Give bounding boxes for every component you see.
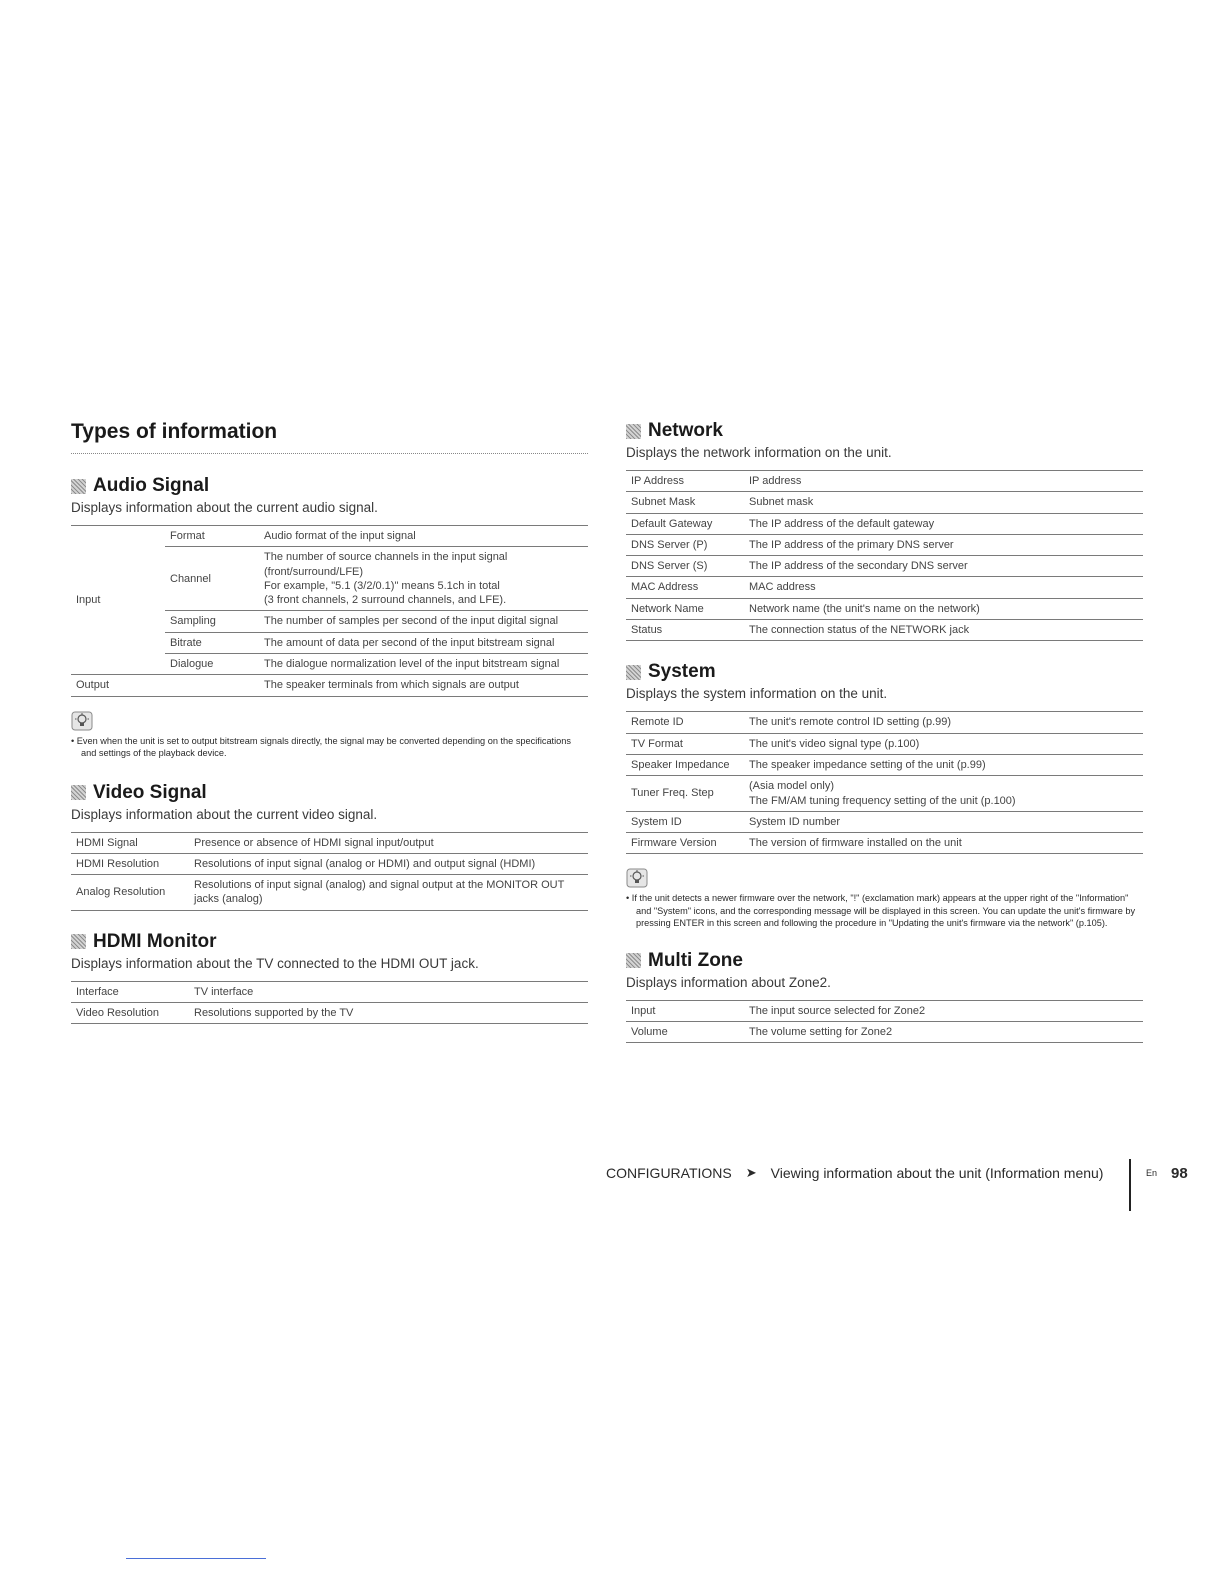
network-heading <box>626 420 1143 442</box>
section-marker-icon <box>626 665 641 680</box>
audio-row-value: The dialogue normalization level of the input bitstream signal <box>259 654 588 675</box>
row-value: Resolutions of input signal (analog) and signal output at the MONITOR OUT jacks (analog) <box>189 875 588 911</box>
row-value: The speaker impedance setting of the unit (p.99) <box>744 754 1143 775</box>
system-desc: Displays the system information on the unit. <box>626 686 888 702</box>
row-value: Resolutions of input signal (analog or HDMI) and output signal (HDMI) <box>189 853 588 874</box>
table-row <box>626 556 1143 577</box>
value-line: (3 front channels, 2 surround channels, and LFE). <box>264 594 507 607</box>
footer-divider <box>1129 1159 1131 1211</box>
row-label: DNS Server (P) <box>626 534 744 555</box>
row-label: Default Gateway <box>626 513 744 534</box>
multi-zone-table <box>626 1000 1143 1044</box>
hdmi-monitor-desc: Displays information about the TV connected to the HDMI OUT jack. <box>71 955 479 971</box>
row-value: TV interface <box>189 981 588 1002</box>
row-value: The connection status of the NETWORK jack <box>744 620 1143 641</box>
row-label: Input <box>626 1000 744 1021</box>
row-label: HDMI Signal <box>71 832 189 853</box>
audio-row-label: Format <box>165 526 259 547</box>
multi-zone-heading <box>626 950 1143 972</box>
table-row <box>626 833 1143 854</box>
video-signal-desc: Displays information about the current video signal. <box>71 806 378 822</box>
row-label: Network Name <box>626 598 744 619</box>
audio-input-label: Input <box>71 526 165 675</box>
link-underline <box>126 1558 266 1559</box>
language-label: En <box>1146 1168 1158 1178</box>
audio-output-label: Output <box>71 675 259 696</box>
table-row <box>71 981 588 1002</box>
table-row <box>626 811 1143 832</box>
table-row <box>626 471 1143 492</box>
audio-row-label: Channel <box>165 547 259 611</box>
row-label: Remote ID <box>626 712 744 733</box>
video-signal-heading <box>71 782 588 804</box>
section-marker-icon <box>626 953 641 968</box>
value-line: For example, "5.1 (3/2/0.1)" means 5.1ch in total <box>264 579 500 592</box>
table-row <box>626 754 1143 775</box>
row-value: IP address <box>744 471 1143 492</box>
row-value: The IP address of the default gateway <box>744 513 1143 534</box>
video-signal-section <box>71 782 588 911</box>
value-line: The number of source channels in the input signal <box>264 551 508 564</box>
audio-signal-heading <box>71 475 588 497</box>
row-value <box>744 776 1143 812</box>
row-value: The volume setting for Zone2 <box>744 1022 1143 1043</box>
row-value: The input source selected for Zone2 <box>744 1000 1143 1021</box>
system-title: System <box>648 661 716 683</box>
row-value: Resolutions supported by the TV <box>189 1003 588 1024</box>
row-label: System ID <box>626 811 744 832</box>
row-label: Volume <box>626 1022 744 1043</box>
network-section <box>626 420 1143 641</box>
table-row <box>626 1000 1143 1021</box>
section-marker-icon <box>71 785 86 800</box>
row-value: Presence or absence of HDMI signal input/output <box>189 832 588 853</box>
value-line: The FM/AM tuning frequency setting of the unit (p.100) <box>749 794 1016 807</box>
hdmi-monitor-heading <box>71 931 588 953</box>
audio-signal-section <box>71 475 588 760</box>
page-number: 98 <box>1171 1164 1188 1182</box>
row-label: Video Resolution <box>71 1003 189 1024</box>
audio-row-value: The amount of data per second of the input bitstream signal <box>259 632 588 653</box>
section-marker-icon <box>71 479 86 494</box>
row-value: Subnet mask <box>744 492 1143 513</box>
system-note: • If the unit detects a newer firmware over the network, "!" (exclamation mark) appears at the upper right of the "Information" and "System" icons, and the corresponding message will be displayed in this screen. You can update the unit's firmware by pressing ENTER in this screen and following the procedure in "Updating the unit's firmware via the network" (p.105). <box>626 893 1136 929</box>
row-label: Tuner Freq. Step <box>626 776 744 812</box>
row-label: Speaker Impedance <box>626 754 744 775</box>
page-title: Types of information <box>71 420 588 454</box>
row-label: Firmware Version <box>626 833 744 854</box>
table-row <box>626 598 1143 619</box>
row-value: The IP address of the primary DNS server <box>744 534 1143 555</box>
row-value: Network name (the unit's name on the network) <box>744 598 1143 619</box>
video-signal-table <box>71 832 588 911</box>
row-value: MAC address <box>744 577 1143 598</box>
audio-output-value: The speaker terminals from which signals are output <box>259 675 588 696</box>
audio-signal-title: Audio Signal <box>93 475 210 496</box>
table-row <box>71 526 588 547</box>
value-line: (Asia model only) <box>749 780 834 793</box>
audio-note: • Even when the unit is set to output bitstream signals directly, the signal may be converted depending on the specifications and settings of the playback device. <box>71 735 571 759</box>
system-table <box>626 711 1143 854</box>
row-label: Analog Resolution <box>71 875 189 911</box>
audio-signal-table <box>71 525 588 697</box>
table-row <box>71 853 588 874</box>
table-row <box>626 620 1143 641</box>
table-row <box>626 776 1143 812</box>
audio-row-label: Sampling <box>165 611 259 632</box>
row-label: Status <box>626 620 744 641</box>
row-label: DNS Server (S) <box>626 556 744 577</box>
table-row <box>626 534 1143 555</box>
hint-icon <box>626 868 648 888</box>
footer-section-link[interactable]: CONFIGURATIONS <box>606 1165 732 1181</box>
table-row <box>626 712 1143 733</box>
table-row <box>626 733 1143 754</box>
table-row <box>626 1022 1143 1043</box>
row-value: The IP address of the secondary DNS server <box>744 556 1143 577</box>
row-label: TV Format <box>626 733 744 754</box>
table-row <box>71 675 588 696</box>
audio-row-value <box>259 547 588 611</box>
table-row <box>626 577 1143 598</box>
table-row <box>71 875 588 911</box>
hdmi-monitor-table <box>71 981 588 1025</box>
audio-row-label: Bitrate <box>165 632 259 653</box>
row-value: The unit's remote control ID setting (p.99) <box>744 712 1143 733</box>
right-column <box>626 420 1143 1043</box>
left-column <box>71 420 588 1024</box>
row-label: IP Address <box>626 471 744 492</box>
hdmi-monitor-title: HDMI Monitor <box>93 930 217 952</box>
breadcrumb-arrow-icon: ➤ <box>745 1165 757 1180</box>
audio-row-value: The number of samples per second of the input digital signal <box>259 611 588 632</box>
network-desc: Displays the network information on the unit. <box>626 445 892 460</box>
row-label: Interface <box>71 981 189 1002</box>
page-footer <box>606 1165 1194 1181</box>
audio-row-value: Audio format of the input signal <box>259 526 588 547</box>
row-value: The unit's video signal type (p.100) <box>744 733 1143 754</box>
network-table <box>626 470 1143 641</box>
network-title: Network <box>648 420 723 441</box>
video-signal-title: Video Signal <box>93 781 207 803</box>
hint-block <box>71 711 588 760</box>
hint-block <box>626 868 1143 929</box>
table-row <box>71 1003 588 1024</box>
row-label: MAC Address <box>626 577 744 598</box>
system-heading <box>626 661 1143 683</box>
section-marker-icon <box>71 934 86 949</box>
system-section <box>626 661 1143 929</box>
footer-breadcrumb-link[interactable]: Viewing information about the unit (Information menu) <box>770 1165 1104 1181</box>
row-label: HDMI Resolution <box>71 853 189 874</box>
hint-icon <box>71 711 93 731</box>
multi-zone-desc: Displays information about Zone2. <box>626 974 831 990</box>
row-label: Subnet Mask <box>626 492 744 513</box>
audio-signal-desc: Displays information about the current audio signal. <box>71 500 378 515</box>
multi-zone-title: Multi Zone <box>648 949 743 971</box>
row-value: System ID number <box>744 811 1143 832</box>
table-row <box>626 513 1143 534</box>
table-row <box>71 832 588 853</box>
row-value: The version of firmware installed on the unit <box>744 833 1143 854</box>
table-row <box>626 492 1143 513</box>
multi-zone-section <box>626 950 1143 1044</box>
value-line: (front/surround/LFE) <box>264 565 364 578</box>
audio-row-label: Dialogue <box>165 654 259 675</box>
hdmi-monitor-section <box>71 931 588 1025</box>
section-marker-icon <box>626 424 641 439</box>
